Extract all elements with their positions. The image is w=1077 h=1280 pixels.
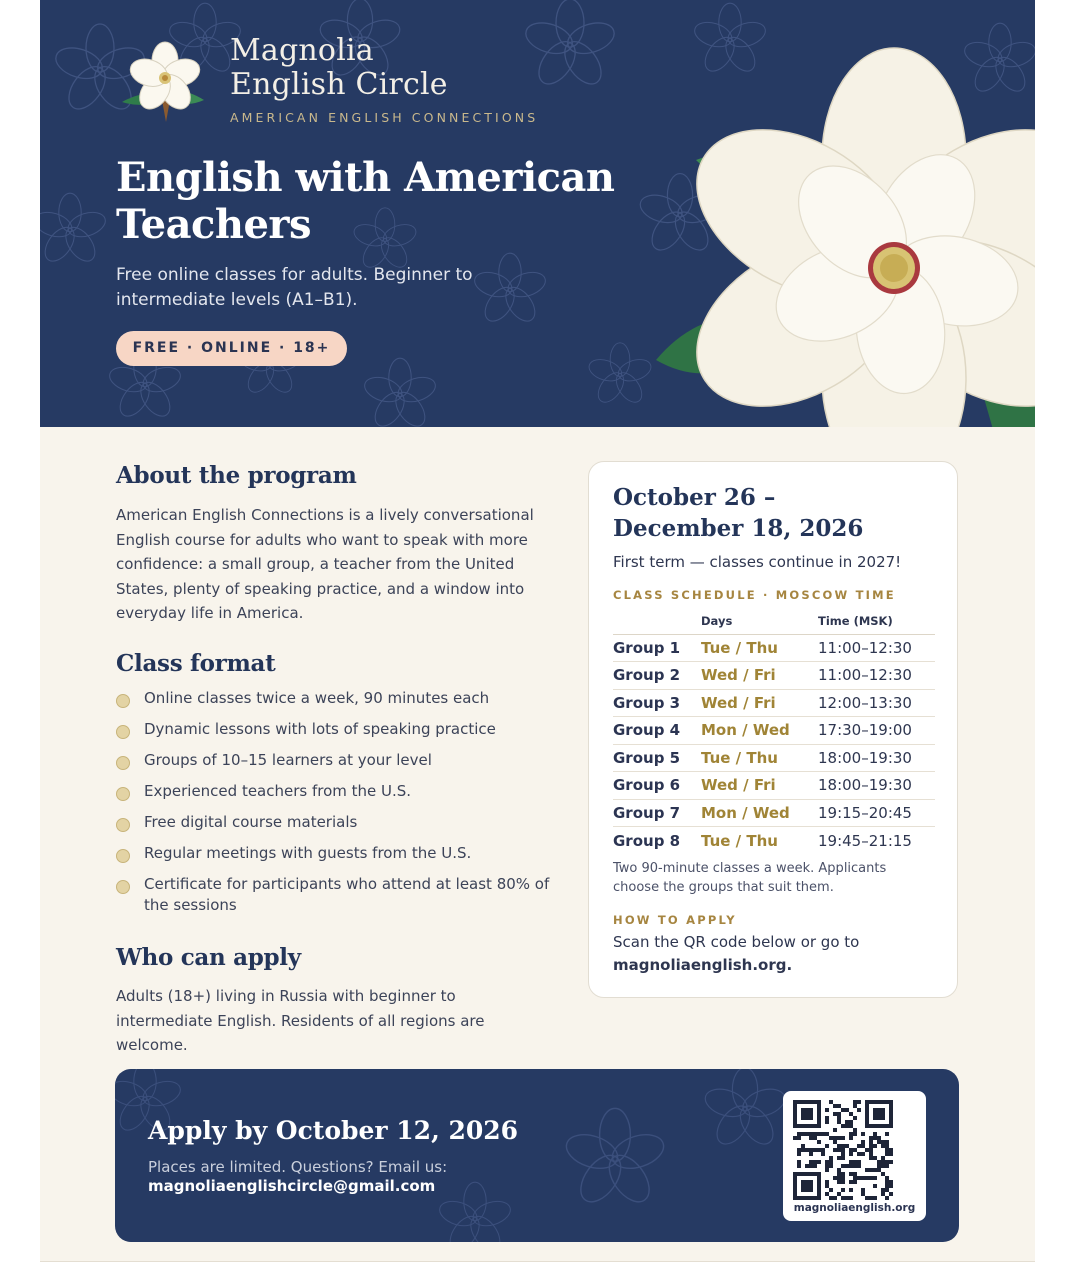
list-item: Dynamic lessons with lots of speaking practice bbox=[116, 719, 566, 750]
qr-caption: magnoliaenglish.org bbox=[793, 1202, 916, 1214]
brand-header bbox=[112, 30, 652, 140]
table-row: Group 4 Mon / Wed 17:30–19:00 bbox=[613, 717, 935, 745]
brand-tagline: AMERICAN ENGLISH CONNECTIONS bbox=[230, 110, 539, 125]
format-heading: Class format bbox=[116, 650, 276, 677]
hero-title: English with American Teachers bbox=[116, 154, 615, 248]
list-item: Experienced teachers from the U.S. bbox=[116, 781, 566, 812]
column-header-time: Time (MSK) bbox=[818, 608, 935, 634]
list-item: Groups of 10–15 learners at your level bbox=[116, 750, 566, 781]
list-item: Regular meetings with guests from the U.S. bbox=[116, 843, 566, 874]
qr-code-card[interactable] bbox=[783, 1091, 926, 1221]
hero-banner bbox=[40, 0, 1035, 427]
brand-name-line1: Magnolia bbox=[230, 33, 374, 68]
schedule-note: Two 90-minute classes a week. Applicants choose the groups that suit them. bbox=[613, 861, 887, 895]
column-header-days: Days bbox=[701, 608, 818, 634]
schedule-card bbox=[588, 461, 958, 998]
term-dates-start: October 26 – bbox=[613, 484, 776, 511]
term-dates bbox=[613, 482, 943, 544]
hero-subtitle: Free online classes for adults. Beginner to intermediate levels (A1–B1). bbox=[116, 265, 473, 310]
format-list bbox=[116, 688, 566, 918]
about-text: American English Connections is a lively conversational English course for adults who want to speak with more confidence: a small group, a teacher from the United States, plenty of speaking practice, and a window into everyday life in America. bbox=[116, 506, 534, 622]
schedule-label: CLASS SCHEDULE · MOSCOW TIME bbox=[613, 588, 896, 602]
bullet-dot-icon bbox=[116, 880, 130, 894]
table-row: Group 7 Mon / Wed 19:15–20:45 bbox=[613, 799, 935, 827]
brand-name-line2: English Circle bbox=[230, 67, 448, 102]
term-note: First term — classes continue in 2027! bbox=[613, 553, 902, 571]
flyer bbox=[40, 0, 1035, 1262]
how-to-apply-text bbox=[613, 931, 933, 977]
contact-email-link[interactable]: magnoliaenglishcircle@gmail.com bbox=[148, 1177, 436, 1195]
magnolia-flower-illustration bbox=[636, 40, 1035, 427]
apply-deadline: Apply by October 12, 2026 bbox=[148, 1116, 519, 1145]
list-item: Certificate for participants who attend at least 80% of the sessions bbox=[116, 874, 566, 918]
schedule-table bbox=[613, 608, 935, 854]
bullet-dot-icon bbox=[116, 725, 130, 739]
who-text: Adults (18+) living in Russia with beginner to intermediate English. Residents of all regions are welcome. bbox=[116, 987, 485, 1054]
how-to-apply-instruction: Scan the QR code below or go to bbox=[613, 933, 860, 951]
who-heading: Who can apply bbox=[116, 944, 301, 971]
list-item: Online classes twice a week, 90 minutes each bbox=[116, 688, 566, 719]
bullet-dot-icon bbox=[116, 694, 130, 708]
table-header-row bbox=[613, 608, 935, 634]
how-to-apply-label: HOW TO APPLY bbox=[613, 913, 737, 927]
bullet-dot-icon bbox=[116, 787, 130, 801]
contact-prompt: Places are limited. Questions? Email us: bbox=[148, 1158, 448, 1176]
table-row: Group 6 Wed / Fri 18:00–19:30 bbox=[613, 772, 935, 800]
qr-code-icon bbox=[793, 1100, 893, 1200]
website-link[interactable]: magnoliaenglish.org. bbox=[613, 956, 793, 974]
free-online-badge: FREE · ONLINE · 18+ bbox=[116, 331, 347, 366]
table-row: Group 1 Tue / Thu 11:00–12:30 bbox=[613, 634, 935, 662]
term-dates-end: December 18, 2026 bbox=[613, 515, 864, 542]
table-row: Group 5 Tue / Thu 18:00–19:30 bbox=[613, 744, 935, 772]
magnolia-logo-icon bbox=[112, 30, 216, 134]
about-heading: About the program bbox=[116, 462, 357, 489]
bullet-dot-icon bbox=[116, 818, 130, 832]
table-row: Group 8 Tue / Thu 19:45–21:15 bbox=[613, 831, 912, 850]
apply-banner bbox=[115, 1069, 959, 1242]
bullet-dot-icon bbox=[116, 849, 130, 863]
list-item: Free digital course materials bbox=[116, 812, 566, 843]
table-row: Group 3 Wed / Fri 12:00–13:30 bbox=[613, 689, 935, 717]
column-header-group bbox=[613, 608, 701, 634]
bullet-dot-icon bbox=[116, 756, 130, 770]
table-row: Group 2 Wed / Fri 11:00–12:30 bbox=[613, 662, 935, 690]
brand-name bbox=[230, 34, 448, 102]
